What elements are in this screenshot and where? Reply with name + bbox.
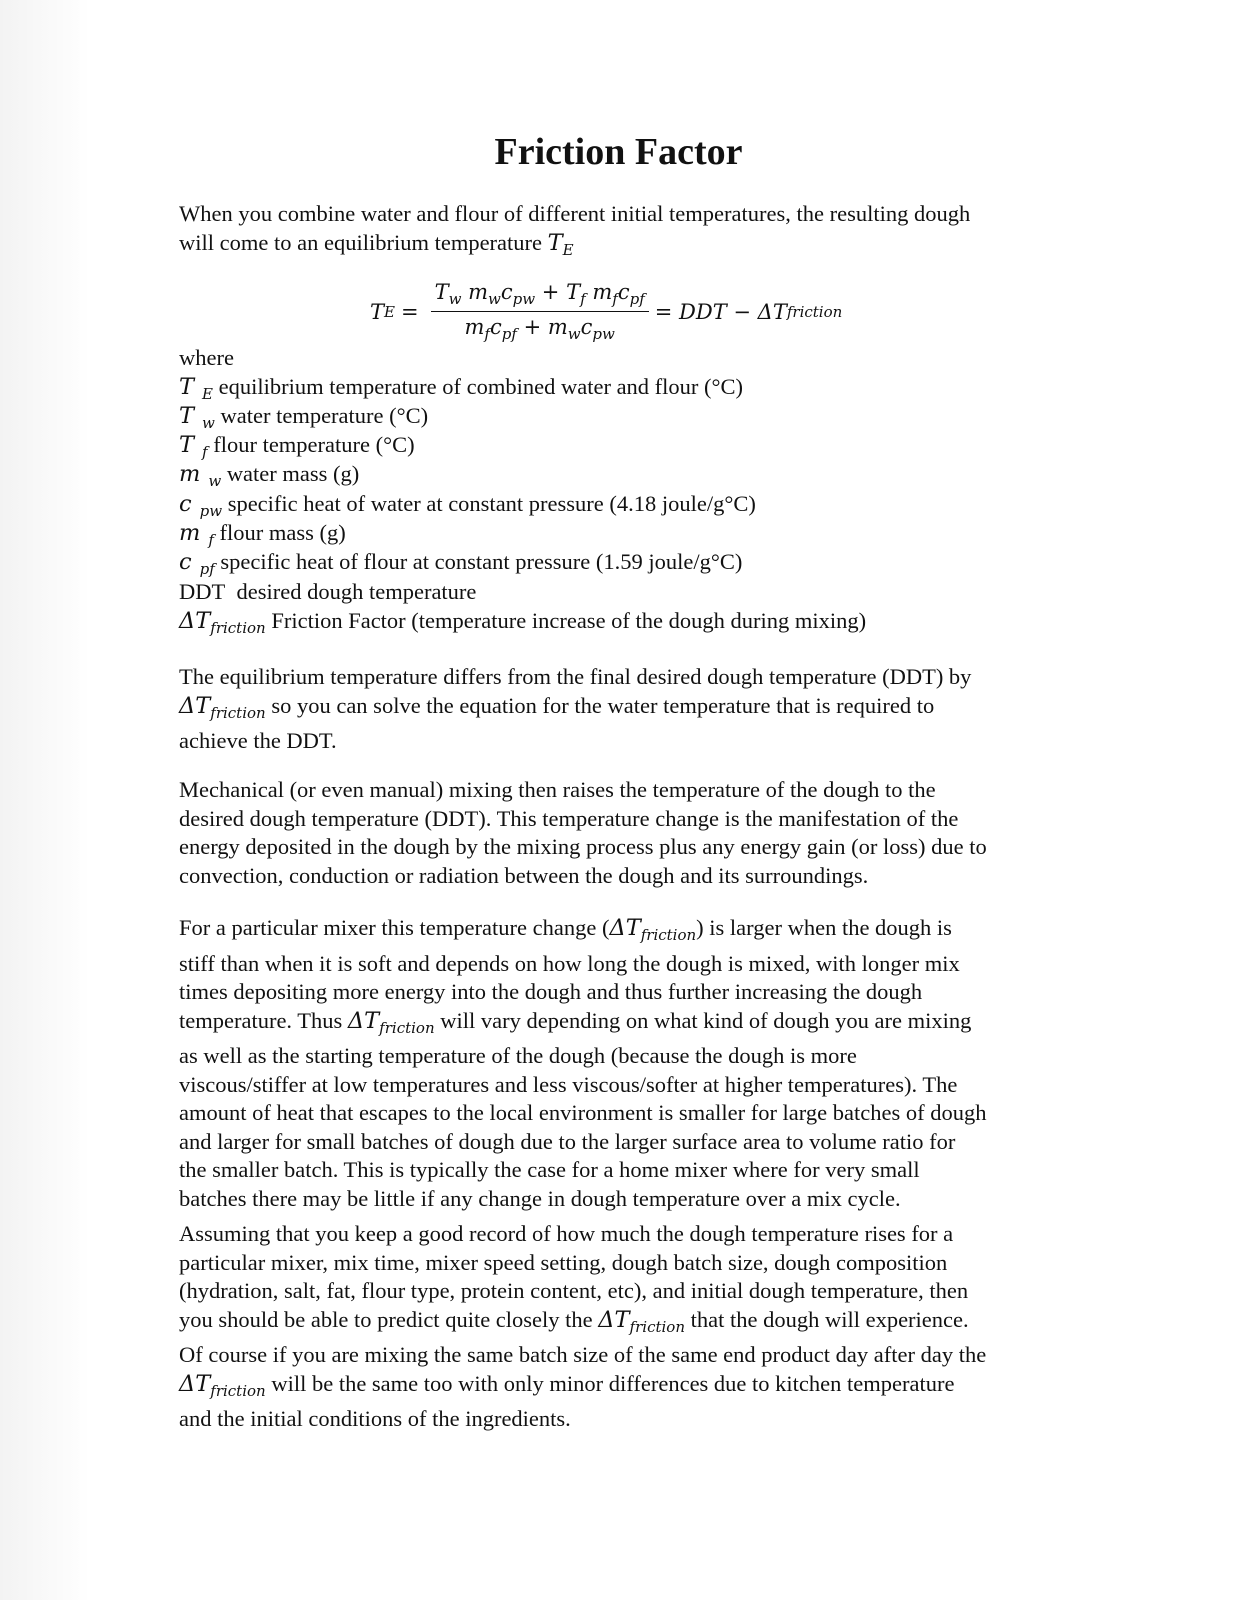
text-line: energy deposited in the dough by the mixing process plus any energy gain (or loss) due to xyxy=(179,834,987,859)
text-line: times depositing more energy into the dough and thus further increasing the dough xyxy=(179,979,923,1004)
text-line: particular mixer, mix time, mixer speed setting, dough batch size, dough composition xyxy=(179,1249,948,1275)
text-line: convection, conduction or radiation between the dough and its surroundings. xyxy=(179,862,869,888)
definition-row: c $_{pw}$ specific heat of water at constant pressure (4.18 joule/g°C) xyxy=(179,490,756,520)
text-line: Mechanical (or even manual) mixing then raises the temperature of the dough to the xyxy=(179,777,936,802)
page-title: Friction Factor xyxy=(494,131,743,173)
text-line: Of course if you are mixing the same batch size of the same end product day after day the xyxy=(179,1342,987,1367)
text-line: amount of heat that escapes to the local environment is smaller for large batches of dough xyxy=(179,1100,987,1125)
intro-paragraph xyxy=(179,200,1059,264)
definition-row: m $_f$ flour mass (g) xyxy=(179,519,346,549)
definition-row: c $_{pf}$ specific heat of flour at constant pressure (1.59 joule/g°C) xyxy=(179,549,743,579)
text-line: viscous/stiffer at low temperatures and less viscous/softer at higher temperatures). The xyxy=(179,1071,958,1097)
text-line: as well as the starting temperature of the dough (because the dough is more xyxy=(179,1043,857,1068)
intro-line-2: will come to an equilibrium temperature $T_E$ xyxy=(179,229,574,259)
text-line: the smaller batch. This is typically the case for a home mixer where for very small xyxy=(179,1157,920,1182)
definitions-list xyxy=(179,344,1059,636)
definition-row: T $_E$ equilibrium temperature of combined water and flour (°C) xyxy=(179,373,744,403)
page-edge-shadow xyxy=(0,0,90,1600)
definition-row: $\Delta T_{friction}$ Friction Factor (temperature increase of the dough during mixing) xyxy=(179,607,867,637)
equation-fraction xyxy=(431,280,649,343)
text-line: achieve the DDT. xyxy=(179,728,337,753)
intro-line-1: When you combine water and flour of different initial temperatures, the resulting dough xyxy=(179,201,971,226)
equation-denominator: $m_fc_{pf} + m_wc_{pw}$ xyxy=(464,315,615,343)
text-line: you should be able to predict quite closely the $\Delta T_{friction}$ that the dough will experience. xyxy=(179,1306,969,1336)
equilibrium-equation: T E = $\frac{T_w m_wc_{pw} + T_f m_fc_{pf}}{m_fc_{pf} + m_wc_{pw}}$ = DDT − ΔT friction xyxy=(370,280,843,343)
text-line: $\Delta T_{friction}$ will be the same too with only minor differences due to kitchen temperature xyxy=(179,1370,955,1400)
text-line: The equilibrium temperature differs from the final desired dough temperature (DDT) by xyxy=(179,664,972,689)
text-line: Assuming that you keep a good record of how much the dough temperature rises for a xyxy=(179,1221,954,1246)
paragraph-1 xyxy=(179,663,1059,756)
where-label: where xyxy=(179,345,234,370)
paragraph-2 xyxy=(179,776,1059,890)
paragraph-3 xyxy=(179,914,1059,1213)
text-line: temperature. Thus $\Delta T_{friction}$ will vary depending on what kind of dough you are mixing xyxy=(179,1007,972,1037)
text-line: batches there may be little if any change in dough temperature over a mix cycle. xyxy=(179,1185,901,1211)
definition-row: T $_f$ flour temperature (°C) xyxy=(179,432,415,462)
definition-row: m $_w$ water mass (g) xyxy=(179,461,360,491)
text-line: For a particular mixer this temperature change $(\Delta T_{friction})$ is larger when the dough is xyxy=(179,915,952,944)
text-line: and larger for small batches of dough due to the larger surface area to volume ratio for xyxy=(179,1128,956,1154)
text-line: desired dough temperature (DDT). This temperature change is the manifestation of the xyxy=(179,805,959,831)
text-line: $\Delta T_{friction}$ so you can solve the equation for the water temperature that is required to xyxy=(179,692,935,722)
equation-numerator: $T_w$ $m_wc_{pw} + T_f$ $m_fc_{pf}$ xyxy=(431,280,649,312)
definition-row: DDT desired dough temperature xyxy=(179,578,477,604)
text-line: stiff than when it is soft and depends on how long the dough is mixed, with longer mix xyxy=(179,950,960,976)
text-line: (hydration, salt, fat, flour type, protein content, etc), and initial dough temperature, then xyxy=(179,1278,969,1303)
definition-row: T $_w$ water temperature (°C) xyxy=(179,402,429,432)
paragraph-4 xyxy=(179,1220,1059,1434)
text-line: and the initial conditions of the ingredients. xyxy=(179,1406,571,1431)
